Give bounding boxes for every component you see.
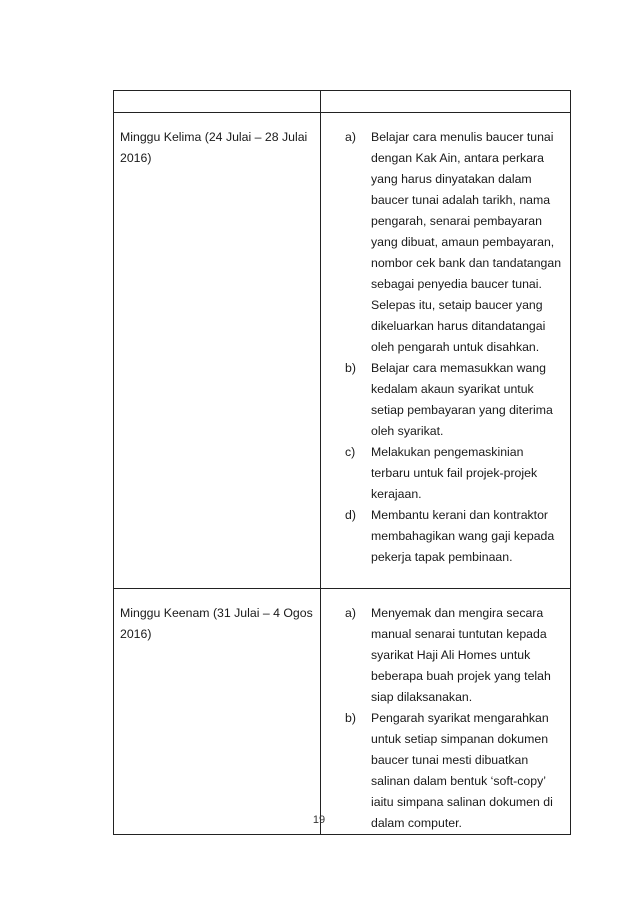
- item-marker: a): [345, 606, 356, 620]
- item-marker: b): [345, 711, 356, 725]
- activity-list: [321, 589, 570, 834]
- schedule-table: [113, 90, 571, 835]
- item-text: Menyemak dan mengira secara manual senarai tuntutan kepada syarikat Haji Ali Homes untuk beberapa buah projek yang telah siap dilaksanakan.: [371, 606, 551, 704]
- week-label: Minggu Kelima (24 Julai – 28 Julai 2016): [120, 130, 308, 165]
- week-cell: [114, 113, 321, 589]
- list-item: [345, 603, 564, 708]
- item-text: Membantu kerani dan kontraktor membahagikan wang gaji kepada pekerja tapak pembinaan.: [371, 508, 555, 564]
- list-item: [345, 505, 564, 568]
- item-marker: c): [345, 445, 356, 459]
- item-text: Belajar cara memasukkan wang kedalam akaun syarikat untuk setiap pembayaran yang diterima oleh syarikat.: [371, 361, 553, 438]
- item-text: Melakukan pengemaskinian terbaru untuk fail projek-projek kerajaan.: [371, 445, 538, 501]
- item-marker: a): [345, 130, 356, 144]
- item-text: Belajar cara menulis baucer tunai dengan Kak Ain, antara perkara yang harus dinyatakan dalam baucer tunai adalah tarikh, nama pengarah, senarai pembayaran yang dibuat, amaun pembayaran, nombor cek bank dan tandatangan sebagai penyedia baucer tunai. Selepas itu, setaip baucer yang dikeluarkan harus ditandatangai oleh pengarah untuk disahkan.: [371, 130, 562, 354]
- activities-cell: [321, 589, 571, 835]
- table-top-row: [114, 91, 571, 113]
- item-text: Pengarah syarikat mengarahkan untuk setiap simpanan dokumen baucer tunai mesti dibuatkan salinan dalam bentuk ‘soft-copy’ iaitu simpana salinan dokumen di dalam computer.: [371, 711, 553, 830]
- item-marker: b): [345, 361, 356, 375]
- list-item: [345, 442, 564, 505]
- week-cell: [114, 589, 321, 835]
- list-item: [345, 127, 564, 358]
- empty-cell-week: [114, 91, 321, 113]
- item-marker: d): [345, 508, 356, 522]
- page-number: 19: [312, 814, 326, 826]
- table-row: [114, 113, 571, 589]
- activity-list: [321, 113, 570, 588]
- empty-cell-activities: [321, 91, 571, 113]
- week-label: Minggu Keenam (31 Julai – 4 Ogos 2016): [120, 606, 313, 641]
- activities-cell: [321, 113, 571, 589]
- table-row: [114, 589, 571, 835]
- list-item: [345, 358, 564, 442]
